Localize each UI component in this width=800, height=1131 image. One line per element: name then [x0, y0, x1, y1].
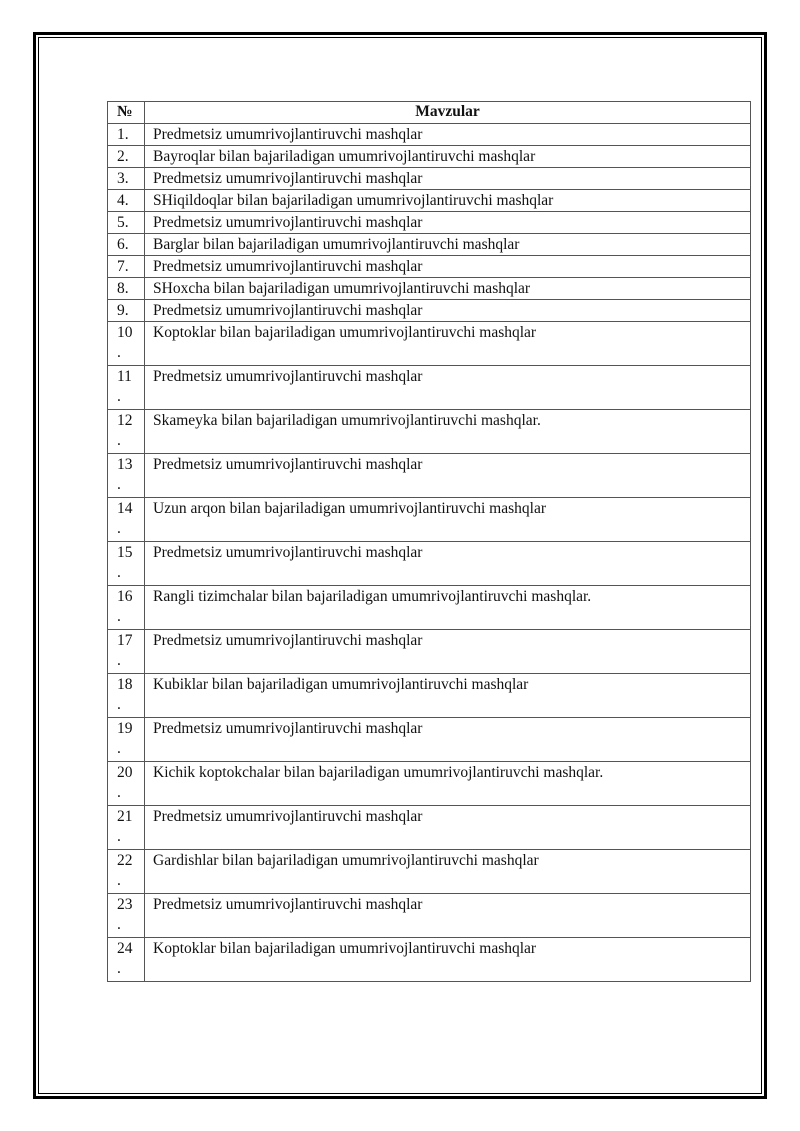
table-row [108, 762, 751, 806]
table-row [108, 454, 751, 498]
row-number-suffix: . [117, 960, 121, 977]
row-number [108, 894, 145, 938]
row-topic: Kichik koptokchalar bilan bajariladigan umumrivojlantiruvchi mashqlar. [145, 762, 751, 806]
table-row [108, 410, 751, 454]
row-number-suffix: . [117, 652, 121, 669]
row-topic: Uzun arqon bilan bajariladigan umumrivojlantiruvchi mashqlar [145, 498, 751, 542]
row-number [108, 938, 145, 982]
row-number-value: 6. [117, 236, 129, 253]
row-topic: Predmetsiz umumrivojlantiruvchi mashqlar [145, 894, 751, 938]
row-topic: Predmetsiz umumrivojlantiruvchi mashqlar [145, 300, 751, 322]
table-row [108, 630, 751, 674]
row-topic: Rangli tizimchalar bilan bajariladigan umumrivojlantiruvchi mashqlar. [145, 586, 751, 630]
table-row [108, 586, 751, 630]
table-row [108, 212, 751, 234]
table-row [108, 322, 751, 366]
topics-table [107, 101, 751, 982]
row-number-value: 18 [117, 676, 133, 693]
table-row [108, 146, 751, 168]
row-number-value: 8. [117, 280, 129, 297]
row-number-value: 17 [117, 632, 133, 649]
row-number-value: 22 [117, 852, 133, 869]
row-number [108, 168, 145, 190]
row-number [108, 190, 145, 212]
row-number [108, 146, 145, 168]
table-row [108, 168, 751, 190]
row-number-value: 14 [117, 500, 133, 517]
row-number-suffix: . [117, 872, 121, 889]
row-topic: Predmetsiz umumrivojlantiruvchi mashqlar [145, 454, 751, 498]
table-row [108, 278, 751, 300]
row-number-value: 23 [117, 896, 133, 913]
row-number-value: 20 [117, 764, 133, 781]
row-number [108, 256, 145, 278]
row-number-suffix: . [117, 608, 121, 625]
row-number [108, 410, 145, 454]
row-number [108, 300, 145, 322]
row-number-value: 19 [117, 720, 133, 737]
table-header-row [108, 102, 751, 124]
row-number-value: 11 [117, 368, 132, 385]
row-topic: Barglar bilan bajariladigan umumrivojlantiruvchi mashqlar [145, 234, 751, 256]
table-row [108, 850, 751, 894]
row-number-value: 3. [117, 170, 129, 187]
table-row [108, 300, 751, 322]
row-number-value: 21 [117, 808, 133, 825]
row-number [108, 630, 145, 674]
number-column-header: № [108, 102, 145, 124]
row-topic: Koptoklar bilan bajariladigan umumrivojlantiruvchi mashqlar [145, 938, 751, 982]
row-number-value: 5. [117, 214, 129, 231]
row-number [108, 124, 145, 146]
row-number-value: 15 [117, 544, 133, 561]
table-row [108, 124, 751, 146]
row-topic: Predmetsiz umumrivojlantiruvchi mashqlar [145, 630, 751, 674]
row-topic: Predmetsiz umumrivojlantiruvchi mashqlar [145, 168, 751, 190]
row-topic: Predmetsiz umumrivojlantiruvchi mashqlar [145, 124, 751, 146]
row-number [108, 586, 145, 630]
row-number [108, 806, 145, 850]
table-row [108, 234, 751, 256]
row-number [108, 278, 145, 300]
row-number-suffix: . [117, 916, 121, 933]
row-number-value: 13 [117, 456, 133, 473]
row-number-value: 4. [117, 192, 129, 209]
row-number-value: 1. [117, 126, 129, 143]
row-number [108, 498, 145, 542]
row-number [108, 322, 145, 366]
row-number [108, 234, 145, 256]
row-number-value: 2. [117, 148, 129, 165]
row-topic: Predmetsiz umumrivojlantiruvchi mashqlar [145, 366, 751, 410]
row-topic: Predmetsiz umumrivojlantiruvchi mashqlar [145, 256, 751, 278]
row-number [108, 366, 145, 410]
row-number-suffix: . [117, 828, 121, 845]
row-number-value: 24 [117, 940, 133, 957]
row-number [108, 454, 145, 498]
row-number-value: 12 [117, 412, 133, 429]
row-number [108, 762, 145, 806]
row-topic: SHiqildoqlar bilan bajariladigan umumrivojlantiruvchi mashqlar [145, 190, 751, 212]
row-topic: Gardishlar bilan bajariladigan umumrivojlantiruvchi mashqlar [145, 850, 751, 894]
table-row [108, 718, 751, 762]
row-number-suffix: . [117, 476, 121, 493]
row-number-suffix: . [117, 388, 121, 405]
row-topic: Kubiklar bilan bajariladigan umumrivojlantiruvchi mashqlar [145, 674, 751, 718]
row-topic: SHoxcha bilan bajariladigan umumrivojlantiruvchi mashqlar [145, 278, 751, 300]
row-number-value: 9. [117, 302, 129, 319]
row-number [108, 212, 145, 234]
row-number-suffix: . [117, 740, 121, 757]
row-topic: Bayroqlar bilan bajariladigan umumrivojlantiruvchi mashqlar [145, 146, 751, 168]
row-number [108, 542, 145, 586]
table-row [108, 806, 751, 850]
row-number-suffix: . [117, 432, 121, 449]
row-number-value: 10 [117, 324, 133, 341]
table-row [108, 542, 751, 586]
row-topic: Predmetsiz umumrivojlantiruvchi mashqlar [145, 212, 751, 234]
table-row [108, 190, 751, 212]
row-topic: Skameyka bilan bajariladigan umumrivojlantiruvchi mashqlar. [145, 410, 751, 454]
table-row [108, 256, 751, 278]
row-number-suffix: . [117, 520, 121, 537]
row-number-suffix: . [117, 344, 121, 361]
table-row [108, 938, 751, 982]
table-row [108, 894, 751, 938]
table-row [108, 366, 751, 410]
table-row [108, 498, 751, 542]
topics-column-header: Mavzular [145, 102, 751, 124]
row-topic: Predmetsiz umumrivojlantiruvchi mashqlar [145, 806, 751, 850]
row-topic: Predmetsiz umumrivojlantiruvchi mashqlar [145, 542, 751, 586]
row-topic: Koptoklar bilan bajariladigan umumrivojlantiruvchi mashqlar [145, 322, 751, 366]
row-number [108, 850, 145, 894]
row-topic: Predmetsiz umumrivojlantiruvchi mashqlar [145, 718, 751, 762]
row-number [108, 674, 145, 718]
row-number-suffix: . [117, 696, 121, 713]
table-row [108, 674, 751, 718]
row-number [108, 718, 145, 762]
row-number-suffix: . [117, 784, 121, 801]
row-number-suffix: . [117, 564, 121, 581]
row-number-value: 7. [117, 258, 129, 275]
row-number-value: 16 [117, 588, 133, 605]
